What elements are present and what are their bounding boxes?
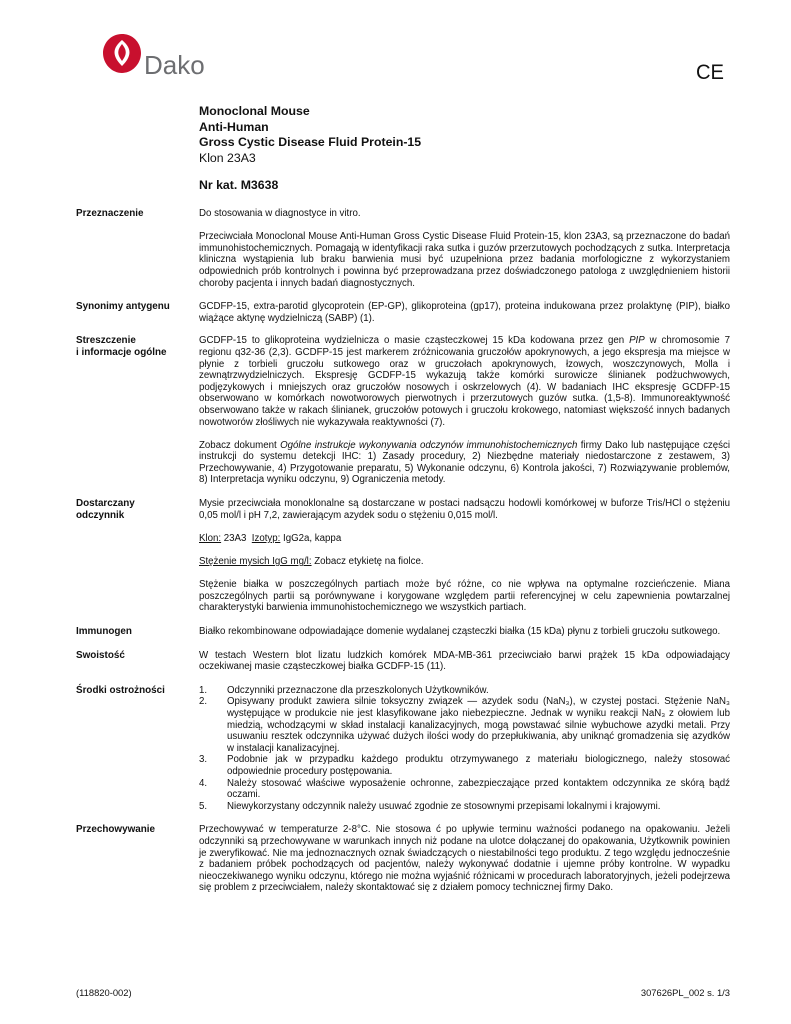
section-label: Swoistość: [76, 649, 125, 661]
paragraph: GCDFP-15 to glikoproteina wydzielnicza o masie cząsteczkowej 15 kDa kodowana przez gen PIP w chromosomie 7 regionu q32-36 (2,3). GCDFP-15 jest markerem zróżnicowania gruczołów apokrynowych, a jego ekspresja ma miejsce w płynie z torbieli gruczołu sutkowego oraz w gruczołach apokrynowych, łzowych, woszczynowych, Molla i zewnątrzwydzielniczych. Ekspresję GCDFP-15 wykazują także komórki surowicze ślinianek podżuchwowych, podjęzykowych i mniejszych oraz gruczołów nosowych i oskrzelowych (4). W badaniach IHC ekspresję GCDFP-15 obserwowano w komórkach nowotworowych pierwotnych i przerzutowych guzów sutka. (1,5-8). Immunoreaktywność obserwowano także w rakach ślinianek, gruczołów potowych i gruczołu krokowego, natomiast większość innych badanych nowotworów złośliwych nie wykazywała reaktywności (7).: [199, 335, 730, 428]
section-label: Przechowywanie: [76, 824, 156, 836]
list-item: 3. Podobnie jak w przypadku każdego produktu otrzymywanego z materiału biologicznego, należy stosować odpowiednie procedury postępowania.: [199, 754, 730, 777]
title-clone: Klon 23A3: [199, 150, 256, 165]
title-line-2: Anti-Human: [199, 119, 269, 134]
title-line-3: Gross Cystic Disease Fluid Protein-15: [199, 135, 422, 150]
section-precautions: [76, 685, 730, 813]
section-summary: [76, 335, 730, 486]
paragraph: Przeciwciała Monoclonal Mouse Anti-Human Gross Cystic Disease Fluid Protein-15, klon 23A3, są przeznaczone do badań immunohistochemicznych. Pomagają w identyfikacji raka sutka i guzów przerzutowych pochodzących z sutka. Interpretacja kliniczna wystąpienia lub braku barwienia musi być uzupełniona przez badania morfologiczne z wykorzystaniem odpowiednich prób kontrolnych i powinna być przeprowadzana przez doświadczonego patologa z uwzględnieniem historii choroby pacjenta i innych badań diagnostycznych.: [199, 231, 730, 289]
ce-mark: [695, 60, 727, 82]
section-specificity: [76, 650, 730, 673]
footer-page-number: 307626PL_002 s. 1/3: [640, 987, 730, 998]
list-item: 5. Niewykorzystany odczynnik należy usuwać zgodnie ze stosownymi przepisami lokalnymi i krajowymi.: [199, 800, 661, 812]
dako-logo-mark: [103, 34, 141, 73]
paragraph: Do stosowania w diagnostyce in vitro.: [199, 208, 361, 219]
list-item: 2. Opisywany produkt zawiera silnie toksyczny związek — azydek sodu (NaN₃), w czystej postaci. Stężenie NaN₃ występujące w produkcie nie jest klasyfikowane jako niebezpieczne. Jednak w wyniku reakcji NaN₃ z ołowiem lub miedzią, wchodzącymi w skład instalacji kanalizacyjnych, mogą powstawać silnie wybuchowe azydki metali. Przy usuwaniu resztek odczynnika używać dużych ilości wody do przepłukiwania, aby uniknąć gromadzenia się azydków w instalacji kanalizacyjnej.: [199, 696, 730, 754]
section-intended-use: [76, 208, 730, 289]
section-reagent: [76, 498, 730, 614]
list-item: 1. Odczynniki przeznaczone dla przeszkolonych Użytkowników.: [199, 684, 489, 696]
paragraph: W testach Western blot lizatu ludzkich komórek MDA-MB-361 przeciwciało barwi prążek 15 kDa odpowiadający oczekiwanej masie cząsteczkowej białka GCDFP-15 (11).: [199, 649, 730, 673]
title-line-1: Monoclonal Mouse: [199, 104, 310, 118]
section-label: Dostarczany odczynnik: [76, 498, 135, 521]
product-title: [199, 104, 739, 166]
section-label: Immunogen: [76, 626, 132, 637]
dako-logo-text: Dako: [144, 50, 205, 80]
igg-concentration: Stężenie mysich IgG mg/l: Zobacz etykietę na fiolce.: [199, 556, 424, 568]
footer-document-code: (118820-002): [76, 987, 132, 998]
list-item: 4. Należy stosować właściwe wyposażenie ochronne, zabezpieczające przed kontaktem odczynnika ze skórą bądź oczami.: [199, 777, 730, 801]
svg-text:CE: CE: [696, 61, 724, 82]
paragraph: GCDFP-15, extra-parotid glycoprotein (EP-GP), glikoproteina (gp17), proteina indukowana przez prolaktynę (PIP), białko wiążące aktynę wydzielniczą (SABP) (1).: [199, 301, 730, 324]
paragraph: Przechowywać w temperaturze 2-8°C. Nie stosowa ć po upływie terminu ważności podanego na opakowaniu. Jeżeli odczynniki są przechowywane w warunkach innych niż podane na ulotce dołączanej do opakowania, Użytkownik powinien je zweryfikować. Nie ma jednoznacznych oznak świadczących o niestabilności tego produktu. Z tego względu jednocześnie z badaniem próbek pochodzących od pacjentów, należy wykonywać dodatnie i ujemne próby kontrolne. W wypadku nieoczekiwanego wyniku odczynu, którego nie można wyjaśnić różnicami w procedurach laboratoryjnych, jeżeli podejrzewa się problem z przeciwciałem, należy skontaktować się z działem pomocy technicznej firmy Dako.: [199, 824, 730, 894]
document-body: [76, 208, 730, 894]
section-immunogen: [76, 626, 730, 638]
paragraph: Białko rekombinowane odpowiadające domenie wydalanej cząsteczki białka (15 kDa) płynu z torbieli gruczołu sutkowego.: [199, 626, 721, 637]
paragraph: Stężenie białka w poszczególnych partiach może być różne, co nie wpływa na optymalne rozcieńczenie. Miana poszczególnych partii są porównywane i korygowane względem partii referencyjnej w celu zapewnienia powtarzalnej charakterystyki barwienia immunohistochemicznego we wszystkich partiach.: [199, 579, 730, 614]
catalog-number: Nr kat. M3638: [199, 178, 279, 192]
section-label: Środki ostrożności: [76, 684, 165, 696]
paragraph: Zobacz dokument Ogólne instrukcje wykonywania odczynów immunohistochemicznych firmy Dako lub następujące części instrukcji do systemu detekcji IHC: 1) Zasady procedury, 2) Niezbędne materiały niedostarczone z zestawem, 3) Przechowywanie, 4) Przygotowanie preparatu, 5) Wykonanie odczynu, 6) Kontrola jakości, 7) Rozwiązywanie problemów, 8) Interpretacja wyniku odczynu, 9) Ograniczenia metody.: [199, 439, 730, 486]
section-label: Synonimy antygenu: [76, 301, 170, 313]
section-storage: [76, 824, 730, 894]
dako-logo: [100, 30, 220, 80]
section-label: Streszczenie i informacje ogólne: [76, 335, 167, 358]
precautions-list: [199, 685, 730, 813]
clone-isotype: Klon: 23A3 Izotyp: IgG2a, kappa: [199, 532, 342, 544]
section-label: Przeznaczenie: [76, 208, 144, 219]
paragraph: Mysie przeciwciała monoklonalne są dostarczane w postaci nadsączu hodowli komórkowej w buforze Tris/HCl o stężeniu 0,05 mol/l i pH 7,2, zawierającym azydek sodu o stężeniu 0,015 mol/l.: [199, 498, 730, 521]
section-synonyms: [76, 301, 730, 324]
